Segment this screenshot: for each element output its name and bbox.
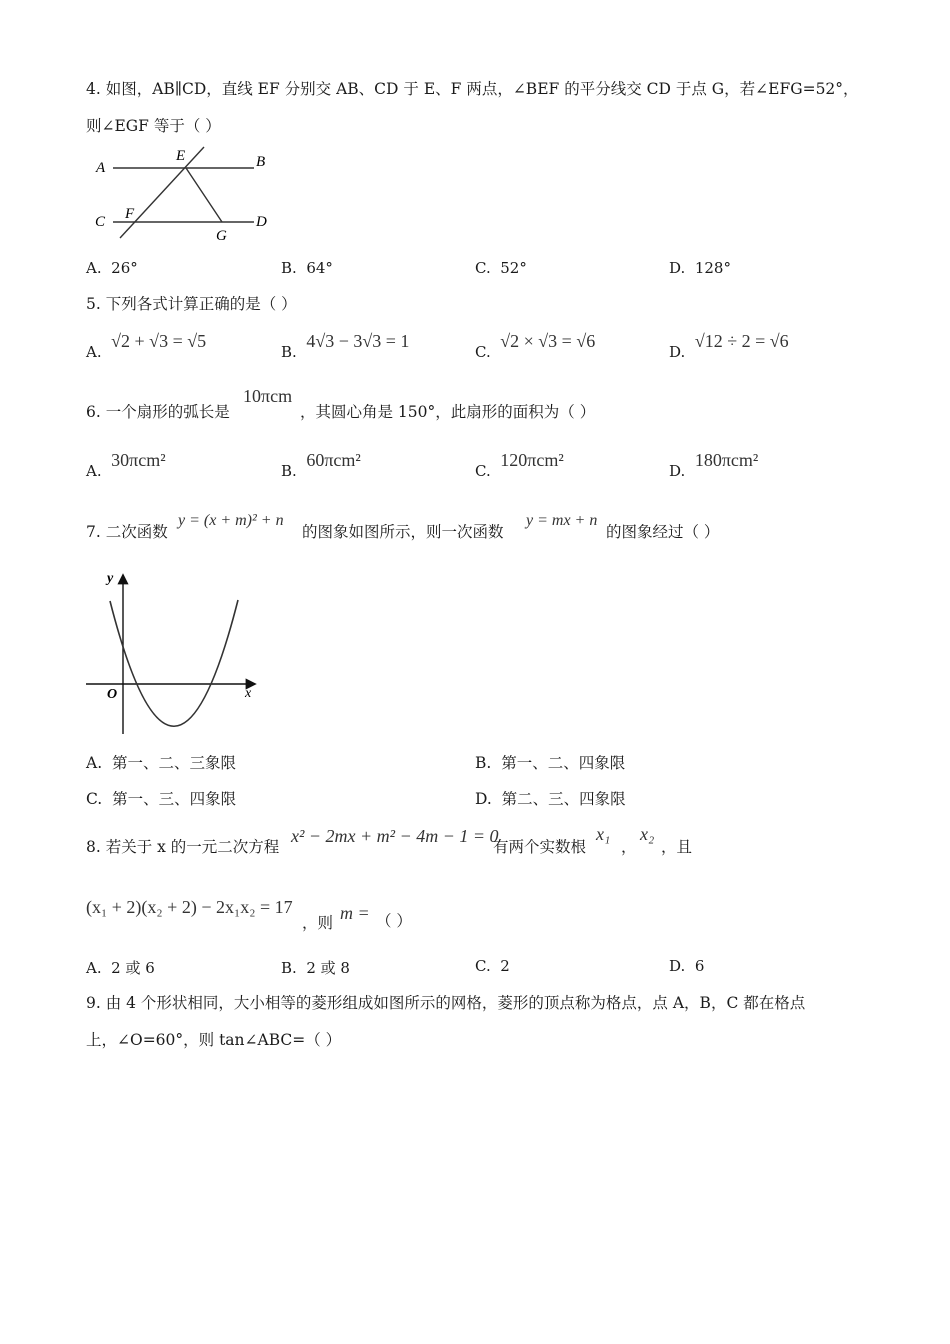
q6-option-b[interactable] bbox=[281, 450, 361, 480]
label-d: D bbox=[256, 214, 267, 230]
q8-option-b[interactable] bbox=[281, 957, 350, 978]
option-letter: A. bbox=[86, 754, 103, 772]
option-math: 180πcm² bbox=[694, 450, 759, 470]
q8-condition: (x₁ + 2)(x₂ + 2) − 2x₁x₂ = 17 bbox=[86, 897, 293, 917]
q4-option-a[interactable] bbox=[86, 259, 138, 277]
option-letter: C. bbox=[475, 957, 491, 975]
q4-option-d[interactable] bbox=[669, 259, 731, 277]
option-letter: B. bbox=[281, 959, 297, 977]
option-math: 4√3 − 3√3 = 1 bbox=[306, 331, 410, 351]
option-letter: A. bbox=[86, 462, 102, 480]
q8-root2: x₂ bbox=[640, 824, 655, 844]
label-b: B bbox=[256, 154, 266, 170]
option-letter: A. bbox=[86, 959, 102, 977]
option-text: 2 或 6 bbox=[111, 959, 155, 977]
segment-eg bbox=[186, 168, 222, 222]
q7-option-b[interactable] bbox=[475, 751, 625, 773]
option-letter: C. bbox=[475, 462, 491, 480]
option-math: √12 ÷ 2 = √6 bbox=[694, 331, 789, 351]
option-letter: D. bbox=[669, 462, 686, 480]
label-e: E bbox=[176, 148, 186, 164]
q7-stem-middle: 的图象如图所示，则一次函数 bbox=[302, 523, 504, 541]
option-letter: C. bbox=[475, 259, 491, 277]
q5-stem: 5. 下列各式计算正确的是（ ） bbox=[86, 295, 297, 313]
q7-quadratic: y = (x + m)² + n bbox=[178, 512, 284, 529]
q8-option-d[interactable] bbox=[669, 957, 704, 975]
option-text: 128° bbox=[694, 259, 731, 277]
option-letter: D. bbox=[669, 957, 686, 975]
option-math: √2 × √3 = √6 bbox=[500, 331, 596, 351]
option-letter: A. bbox=[86, 259, 102, 277]
origin-label: O bbox=[107, 687, 118, 702]
q8-stem-middle: 有两个实数根 bbox=[493, 838, 587, 856]
option-text: 第一、二、四象限 bbox=[501, 754, 626, 772]
q5-option-d[interactable] bbox=[669, 331, 789, 361]
q7-parabola-figure bbox=[82, 566, 267, 742]
option-text: 52° bbox=[500, 259, 527, 277]
q8-answer-paren: （ ） bbox=[376, 912, 412, 930]
line-ef bbox=[120, 147, 204, 238]
parabola-curve bbox=[110, 600, 238, 726]
label-f: F bbox=[125, 206, 135, 222]
option-text: 第二、三、四象限 bbox=[501, 790, 626, 808]
option-letter: C. bbox=[475, 343, 491, 361]
q7-option-d[interactable] bbox=[475, 787, 626, 809]
q7-stem-suffix: 的图象经过（ ） bbox=[606, 523, 720, 541]
option-text: 2 bbox=[500, 957, 510, 975]
q6-option-d[interactable] bbox=[669, 450, 759, 480]
x-axis-label: x bbox=[245, 686, 252, 701]
q4-option-c[interactable] bbox=[475, 259, 527, 277]
option-text: 6 bbox=[694, 957, 705, 975]
q6-stem-suffix: ，其圆心角是 150°，此扇形的面积为（ ） bbox=[300, 403, 596, 421]
q8-stem-prefix: 8. 若关于 x 的一元二次方程 bbox=[86, 838, 280, 856]
option-letter: A. bbox=[86, 343, 102, 361]
q8-option-c[interactable] bbox=[475, 957, 510, 975]
option-letter: D. bbox=[669, 259, 686, 277]
q7-linear: y = mx + n bbox=[526, 512, 598, 529]
q8-equation: x² − 2mx + m² − 4m − 1 = 0 bbox=[291, 826, 499, 846]
option-math: 30πcm² bbox=[111, 450, 166, 470]
q4-option-b[interactable] bbox=[281, 259, 333, 277]
label-g: G bbox=[216, 228, 227, 244]
q6-option-c[interactable] bbox=[475, 450, 564, 480]
q8-then: ，则 bbox=[302, 914, 334, 932]
option-text: 第一、二、三象限 bbox=[111, 754, 236, 772]
q6-option-a[interactable] bbox=[86, 450, 166, 480]
label-a: A bbox=[96, 160, 106, 176]
option-letter: B. bbox=[281, 259, 297, 277]
y-axis-label: y bbox=[107, 571, 114, 586]
q6-stem-prefix: 6. 一个扇形的弧长是 bbox=[86, 403, 230, 421]
option-text: 第一、三、四象限 bbox=[112, 790, 237, 808]
option-letter: D. bbox=[669, 343, 686, 361]
option-letter: B. bbox=[475, 754, 492, 772]
option-letter: B. bbox=[281, 343, 297, 361]
q5-option-a[interactable] bbox=[86, 331, 207, 361]
option-math: 120πcm² bbox=[500, 450, 564, 470]
option-text: 26° bbox=[111, 259, 138, 277]
q7-option-c[interactable] bbox=[86, 787, 236, 809]
q4-figure bbox=[86, 140, 286, 245]
q8-option-a[interactable] bbox=[86, 957, 155, 978]
option-math: 60πcm² bbox=[306, 450, 361, 470]
q9-stem-line1: 9. 由 4 个形状相同，大小相等的菱形组成如图所示的网格，菱形的顶点称为格点，点 A，B，C 都在格点 bbox=[86, 994, 806, 1012]
q7-stem-prefix: 7. 二次函数 bbox=[86, 523, 168, 541]
option-letter: C. bbox=[86, 790, 103, 808]
option-math: √2 + √3 = √5 bbox=[111, 331, 207, 351]
option-text: 64° bbox=[306, 259, 333, 277]
q8-m-equals: m = bbox=[340, 903, 370, 923]
option-letter: D. bbox=[475, 790, 492, 808]
q4-stem-line2: 则∠EGF 等于（ ） bbox=[86, 117, 221, 135]
q8-separator: ， bbox=[621, 838, 637, 856]
label-c: C bbox=[95, 214, 106, 230]
q4-stem-line1: 4. 如图，AB∥CD，直线 EF 分别交 AB、CD 于 E、F 两点，∠BEF 的平分线交 CD 于点 G，若∠EFG=52°， bbox=[86, 80, 859, 98]
q5-option-b[interactable] bbox=[281, 331, 410, 361]
q6-arc-length: 10πcm bbox=[243, 386, 293, 406]
q5-option-c[interactable] bbox=[475, 331, 596, 361]
q8-stem-tail: ，且 bbox=[661, 838, 693, 856]
q8-root1: x₁ bbox=[596, 824, 611, 844]
option-text: 2 或 8 bbox=[306, 959, 350, 977]
q7-option-a[interactable] bbox=[86, 751, 236, 773]
q9-stem-line2: 上，∠O=60°，则 tan∠ABC=（ ） bbox=[86, 1031, 342, 1049]
option-letter: B. bbox=[281, 462, 297, 480]
